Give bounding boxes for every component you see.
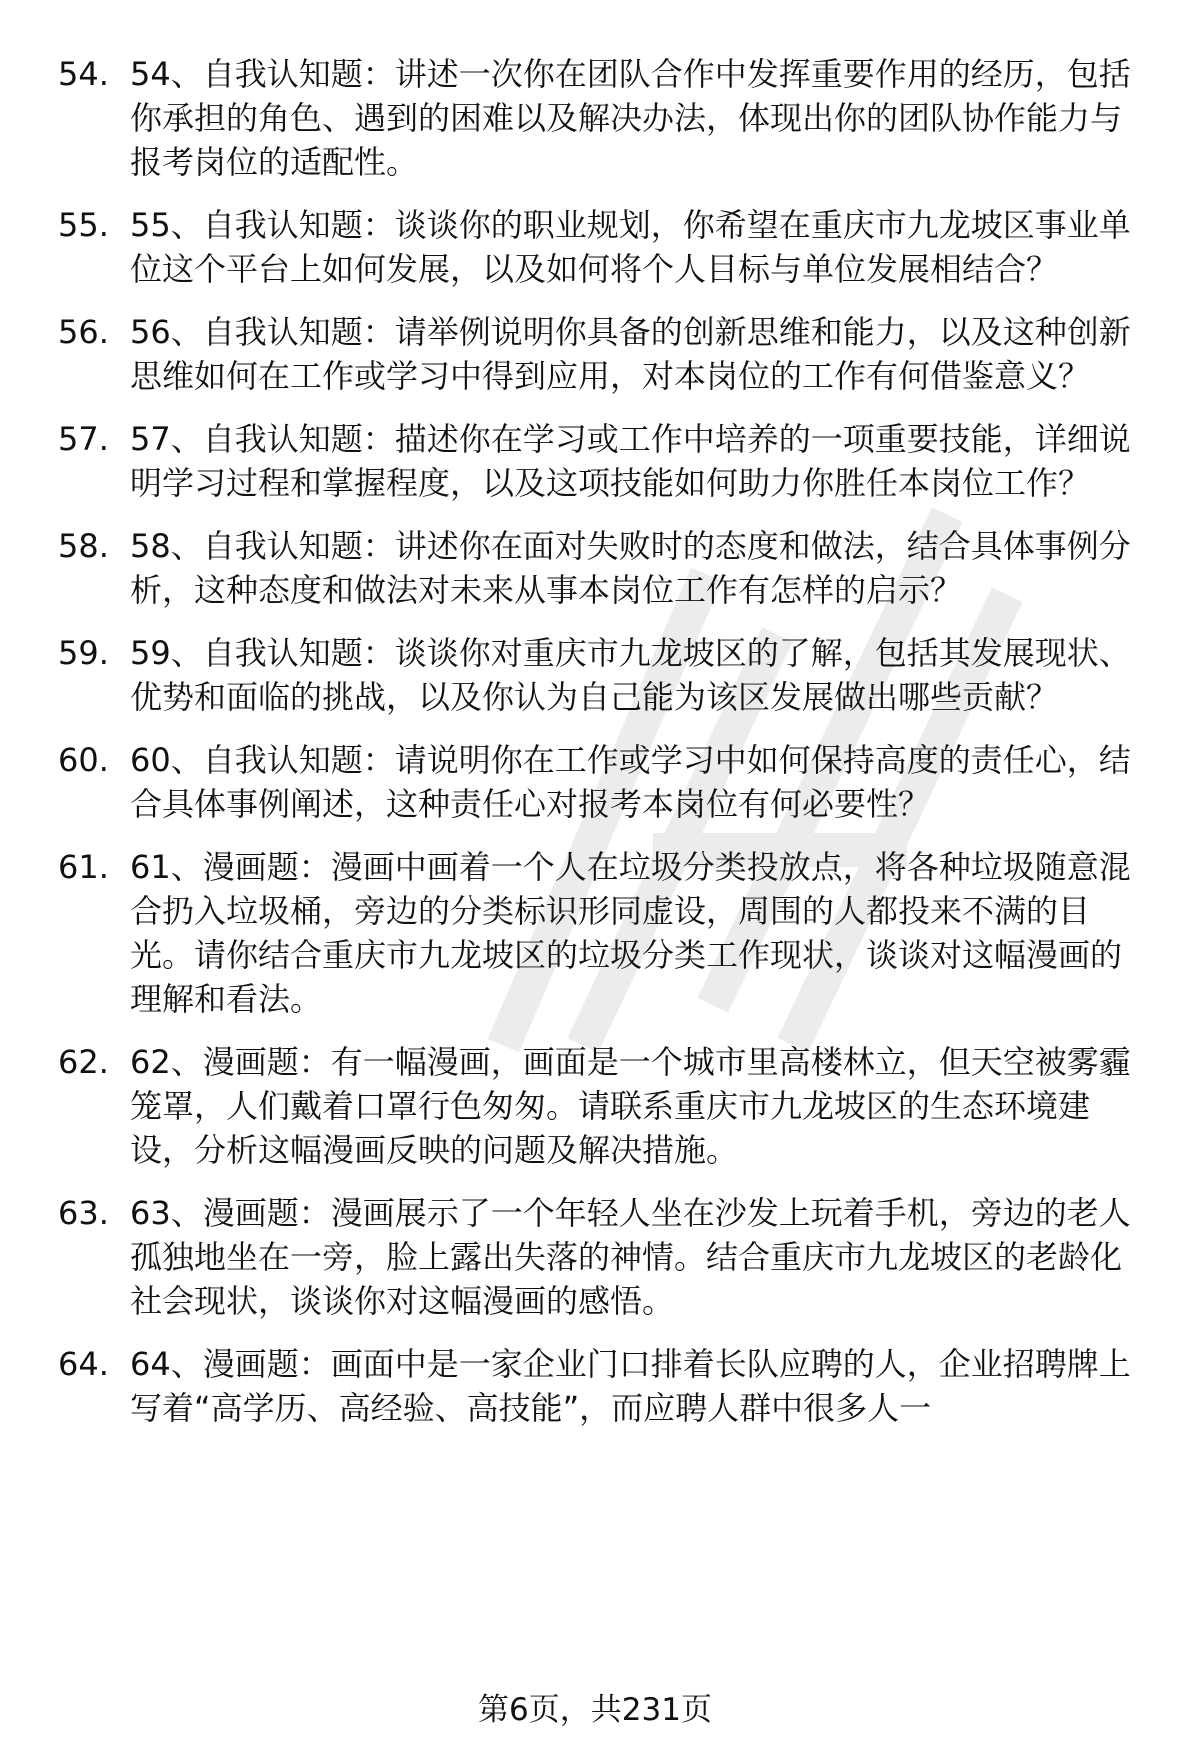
list-item bbox=[58, 1342, 1148, 1430]
list-item bbox=[58, 52, 1148, 184]
question-text: 61、漫画题：漫画中画着一个人在垃圾分类投放点，将各种垃圾随意混合扔入垃圾桶，旁边的分类标识形同虚设，周围的人都投来不满的目光。请你结合重庆市九龙坡区的垃圾分类工作现状，谈谈对这幅漫画的理解和看法。 bbox=[130, 848, 1131, 1018]
question-text: 58、自我认知题：讲述你在面对失败时的态度和做法，结合具体事例分析，这种态度和做法对未来从事本岗位工作有怎样的启示？ bbox=[130, 527, 1131, 609]
list-item bbox=[58, 631, 1148, 719]
list-item bbox=[58, 310, 1148, 398]
question-text: 63、漫画题：漫画展示了一个年轻人坐在沙发上玩着手机，旁边的老人孤独地坐在一旁，脸上露出失落的神情。结合重庆市九龙坡区的老龄化社会现状，谈谈你对这幅漫画的感悟。 bbox=[130, 1194, 1131, 1320]
list-item bbox=[58, 1191, 1148, 1323]
question-number: 58. bbox=[58, 527, 109, 565]
question-number: 55. bbox=[58, 206, 109, 244]
question-number: 63. bbox=[58, 1194, 109, 1232]
question-text: 56、自我认知题：请举例说明你具备的创新思维和能力，以及这种创新思维如何在工作或学习中得到应用，对本岗位的工作有何借鉴意义？ bbox=[130, 313, 1131, 395]
list-item bbox=[58, 738, 1148, 826]
question-number: 62. bbox=[58, 1043, 109, 1081]
question-text: 64、漫画题：画面中是一家企业门口排着长队应聘的人，企业招聘牌上写着“高学历、高经验、高技能”，而应聘人群中很多人一 bbox=[130, 1345, 1131, 1427]
list-item bbox=[58, 1040, 1148, 1172]
list-item bbox=[58, 524, 1148, 612]
question-text: 54、自我认知题：讲述一次你在团队合作中发挥重要作用的经历，包括你承担的角色、遇到的困难以及解决办法，体现出你的团队协作能力与报考岗位的适配性。 bbox=[130, 55, 1131, 181]
question-number: 54. bbox=[58, 55, 109, 93]
question-text: 62、漫画题：有一幅漫画，画面是一个城市里高楼林立，但天空被雾霾笼罩，人们戴着口罩行色匆匆。请联系重庆市九龙坡区的生态环境建设，分析这幅漫画反映的问题及解决措施。 bbox=[130, 1043, 1131, 1169]
page-number-label: 第6页，共231页 bbox=[478, 1692, 712, 1728]
page-footer bbox=[0, 1690, 1190, 1730]
question-number: 60. bbox=[58, 741, 109, 779]
list-item bbox=[58, 845, 1148, 1021]
question-number: 57. bbox=[58, 420, 109, 458]
question-text: 60、自我认知题：请说明你在工作或学习中如何保持高度的责任心，结合具体事例阐述，这种责任心对报考本岗位有何必要性？ bbox=[130, 741, 1131, 823]
question-list bbox=[58, 52, 1148, 1449]
question-text: 59、自我认知题：谈谈你对重庆市九龙坡区的了解，包括其发展现状、优势和面临的挑战，以及你认为自己能为该区发展做出哪些贡献？ bbox=[130, 634, 1131, 716]
question-number: 61. bbox=[58, 848, 109, 886]
question-number: 64. bbox=[58, 1345, 109, 1383]
list-item bbox=[58, 203, 1148, 291]
question-text: 55、自我认知题：谈谈你的职业规划，你希望在重庆市九龙坡区事业单位这个平台上如何发展，以及如何将个人目标与单位发展相结合？ bbox=[130, 206, 1131, 288]
list-item bbox=[58, 417, 1148, 505]
question-number: 56. bbox=[58, 313, 109, 351]
question-number: 59. bbox=[58, 634, 109, 672]
question-text: 57、自我认知题：描述你在学习或工作中培养的一项重要技能，详细说明学习过程和掌握程度，以及这项技能如何助力你胜任本岗位工作？ bbox=[130, 420, 1131, 502]
